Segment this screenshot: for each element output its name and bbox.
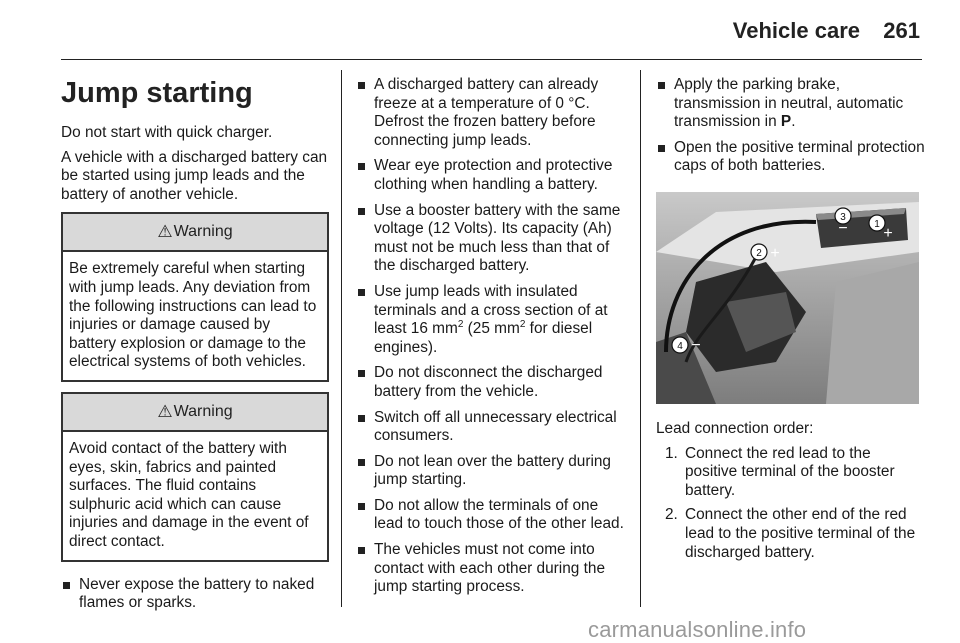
- column-1: [61, 76, 329, 620]
- list-item: Wear eye protection and protective clothing when handling a battery.: [356, 157, 628, 194]
- item-text: for diesel engines).: [374, 320, 593, 356]
- superscript: 2: [519, 319, 526, 330]
- running-header-title: Vehicle care: [732, 18, 860, 43]
- column-divider: [341, 70, 342, 607]
- paragraph: A vehicle with a discharged battery can be started using jump leads and the battery of another vehicle.: [61, 148, 328, 203]
- list-item: Do not allow the terminals of one lead to touch those of the other lead.: [356, 497, 628, 534]
- column-3: [656, 76, 926, 568]
- item-text: Use jump leads with insulated terminals and a cross section of at least 16 mm: [374, 282, 608, 338]
- callout-label: 1: [874, 218, 880, 230]
- bullet-list: [356, 76, 628, 597]
- paragraph: Lead connection order:: [656, 419, 814, 437]
- warning-box: [61, 392, 329, 562]
- numbered-list: [656, 445, 926, 563]
- item-text: Apply the parking brake, transmission in neutral, automatic transmission in: [674, 76, 904, 131]
- callout-label: 4: [677, 340, 683, 352]
- superscript: 2: [457, 319, 464, 330]
- list-item: [656, 76, 926, 132]
- warning-icon: ⚠: [157, 222, 173, 242]
- list-item: Use a booster battery with the same voltage (12 Volts). Its capacity (Ah) must not be much less than that of the discharged battery.: [356, 202, 628, 276]
- list-item: [656, 445, 926, 501]
- list-item: [356, 283, 628, 357]
- list-item: Do not lean over the battery during jump starting.: [356, 453, 628, 490]
- list-item: Switch off all unnecessary electrical consumers.: [356, 409, 628, 446]
- callout-label: 2: [756, 247, 762, 259]
- step-number: 1.: [665, 444, 678, 462]
- engine-bay-photo: [656, 192, 919, 404]
- item-text: (25 mm: [463, 320, 520, 338]
- page-number: 261: [883, 18, 920, 43]
- minus-sign: −: [838, 219, 848, 237]
- column-divider: [640, 70, 641, 607]
- warning-header: [63, 214, 327, 252]
- callout-label: 3: [840, 211, 846, 223]
- list-item: Open the positive terminal protection caps of both batteries.: [656, 139, 926, 176]
- minus-sign: −: [691, 336, 701, 354]
- gear-position: P: [780, 113, 792, 131]
- warning-title: Warning: [173, 402, 233, 420]
- watermark: carmanualsonline.info: [588, 617, 807, 642]
- item-text: .: [791, 113, 796, 131]
- fender: [826, 262, 919, 404]
- column-2: [356, 76, 628, 604]
- step-text: Connect the other end of the red lead to the positive terminal of the discharged battery.: [685, 506, 916, 561]
- bullet-list: [61, 576, 329, 613]
- section-heading: Jump starting: [61, 77, 253, 109]
- warning-box: [61, 212, 329, 382]
- list-item: Never expose the battery to naked flames or sparks.: [61, 576, 329, 613]
- warning-title: Warning: [173, 223, 233, 241]
- warning-header: [63, 394, 327, 432]
- list-item: Do not disconnect the discharged battery from the vehicle.: [356, 364, 628, 401]
- list-item: A discharged battery can already freeze at a temperature of 0 °C. Defrost the frozen battery before connecting jump leads.: [356, 76, 628, 150]
- list-item: The vehicles must not come into contact with each other during the jump starting process.: [356, 541, 628, 597]
- warning-icon: ⚠: [157, 401, 173, 421]
- bullet-list: [656, 76, 926, 176]
- plus-sign: +: [883, 224, 893, 242]
- header-rule: [61, 59, 922, 60]
- step-text: Connect the red lead to the positive terminal of the booster battery.: [685, 444, 895, 499]
- plus-sign: +: [770, 244, 780, 262]
- warning-text: Be extremely careful when starting with jump leads. Any deviation from the following instructions can lead to injuries or damage caused by battery explosion or damage to the electrical systems of both vehicles.: [69, 260, 317, 371]
- list-item: [656, 506, 926, 562]
- warning-text: Avoid contact of the battery with eyes, skin, fabrics and painted surfaces. The fluid contains sulphuric acid which can cause injuries and damage in the event of direct contact.: [69, 439, 309, 550]
- step-number: 2.: [665, 506, 678, 524]
- paragraph: Do not start with quick charger.: [61, 124, 273, 141]
